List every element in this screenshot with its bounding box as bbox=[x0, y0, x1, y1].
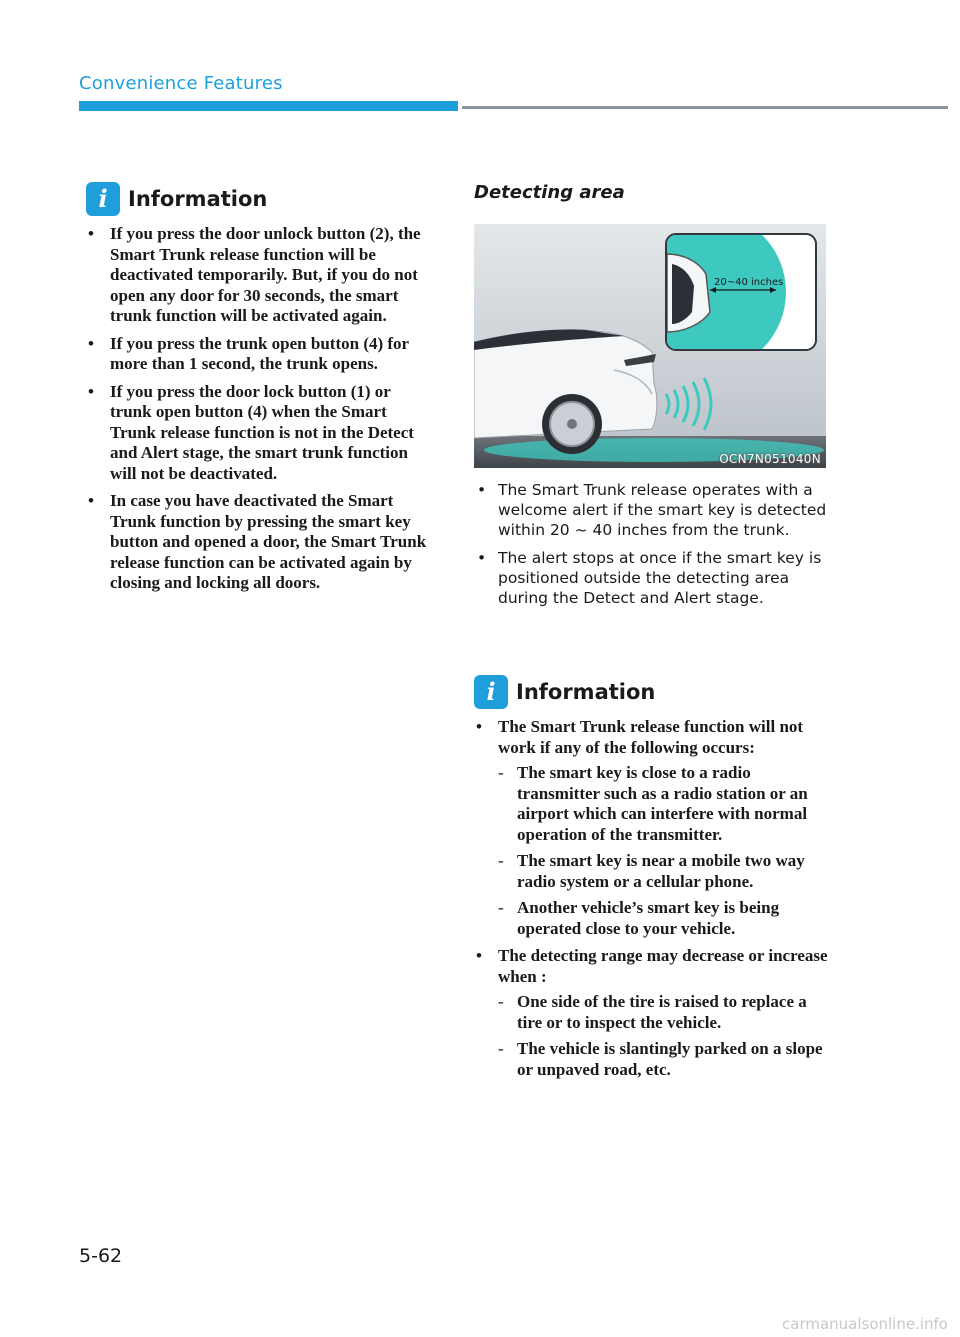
sub-list-item: - The smart key is close to a radio transmitter such as a radio station or an airport which can interfere with normal operation of the transmitter. bbox=[498, 763, 829, 845]
section-title: Detecting area bbox=[474, 182, 625, 203]
sub-list bbox=[498, 763, 829, 939]
list-item: • In case you have deactivated the Smart Trunk function by pressing the smart key button and opened a door, the Smart Trunk release function can be activated again by closing and locking all doors. bbox=[86, 491, 436, 594]
list-item-text: The Smart Trunk release function will not work if any of the following occurs: bbox=[498, 717, 804, 757]
list-item: • The alert stops at once if the smart key is positioned outside the detecting area during the Detect and Alert stage. bbox=[474, 548, 829, 608]
detecting-area-text bbox=[474, 480, 829, 616]
info-icon: i bbox=[474, 675, 508, 709]
info-title: Information bbox=[516, 680, 656, 704]
detecting-area-list bbox=[474, 480, 829, 608]
list-item-text: The detecting range may decrease or increase when : bbox=[498, 946, 828, 986]
info-list bbox=[474, 717, 829, 1080]
sub-list-item: - Another vehicle’s smart key is being operated close to your vehicle. bbox=[498, 898, 829, 939]
distance-label: 20~40 inches bbox=[714, 277, 784, 288]
sub-list-item: - The vehicle is slantingly parked on a slope or unpaved road, etc. bbox=[498, 1039, 829, 1080]
header-rule bbox=[462, 106, 948, 109]
detecting-area-section bbox=[474, 180, 829, 206]
list-item: • If you press the door unlock button (2), the Smart Trunk release function will be deactivated temporarily. But, if you do not open any door for 30 seconds, the smart trunk function will be activated again. bbox=[86, 224, 436, 327]
info-heading bbox=[474, 673, 829, 711]
sub-list-item: - The smart key is near a mobile two way radio system or a cellular phone. bbox=[498, 851, 829, 892]
section-header-title: Convenience Features bbox=[79, 73, 283, 94]
sub-list-item: - One side of the tire is raised to replace a tire or to inspect the vehicle. bbox=[498, 992, 829, 1033]
list-item bbox=[474, 717, 829, 939]
figure-caption: OCN7N051040N bbox=[719, 452, 821, 466]
info-icon: i bbox=[86, 182, 120, 216]
list-item: • If you press the trunk open button (4) for more than 1 second, the trunk opens. bbox=[86, 334, 436, 375]
list-item: • The Smart Trunk release operates with a welcome alert if the smart key is detected within 20 ~ 40 inches from the trunk. bbox=[474, 480, 829, 540]
left-info-box bbox=[86, 180, 436, 601]
info-list bbox=[86, 224, 436, 594]
header-rule-accent bbox=[79, 101, 458, 111]
info-heading bbox=[86, 180, 436, 218]
right-info-box bbox=[474, 673, 829, 1087]
sub-list bbox=[498, 992, 829, 1080]
car-illustration bbox=[474, 224, 826, 468]
detecting-area-illustration bbox=[474, 224, 826, 468]
list-item bbox=[474, 946, 829, 1080]
list-item: • If you press the door lock button (1) or trunk open button (4) when the Smart Trunk release function is not in the Detect and Alert stage, the smart trunk function will not be deactivated. bbox=[86, 382, 436, 485]
info-title: Information bbox=[128, 187, 268, 211]
page-number: 5-62 bbox=[79, 1245, 123, 1267]
watermark: carmanualsonline.info bbox=[782, 1315, 948, 1333]
